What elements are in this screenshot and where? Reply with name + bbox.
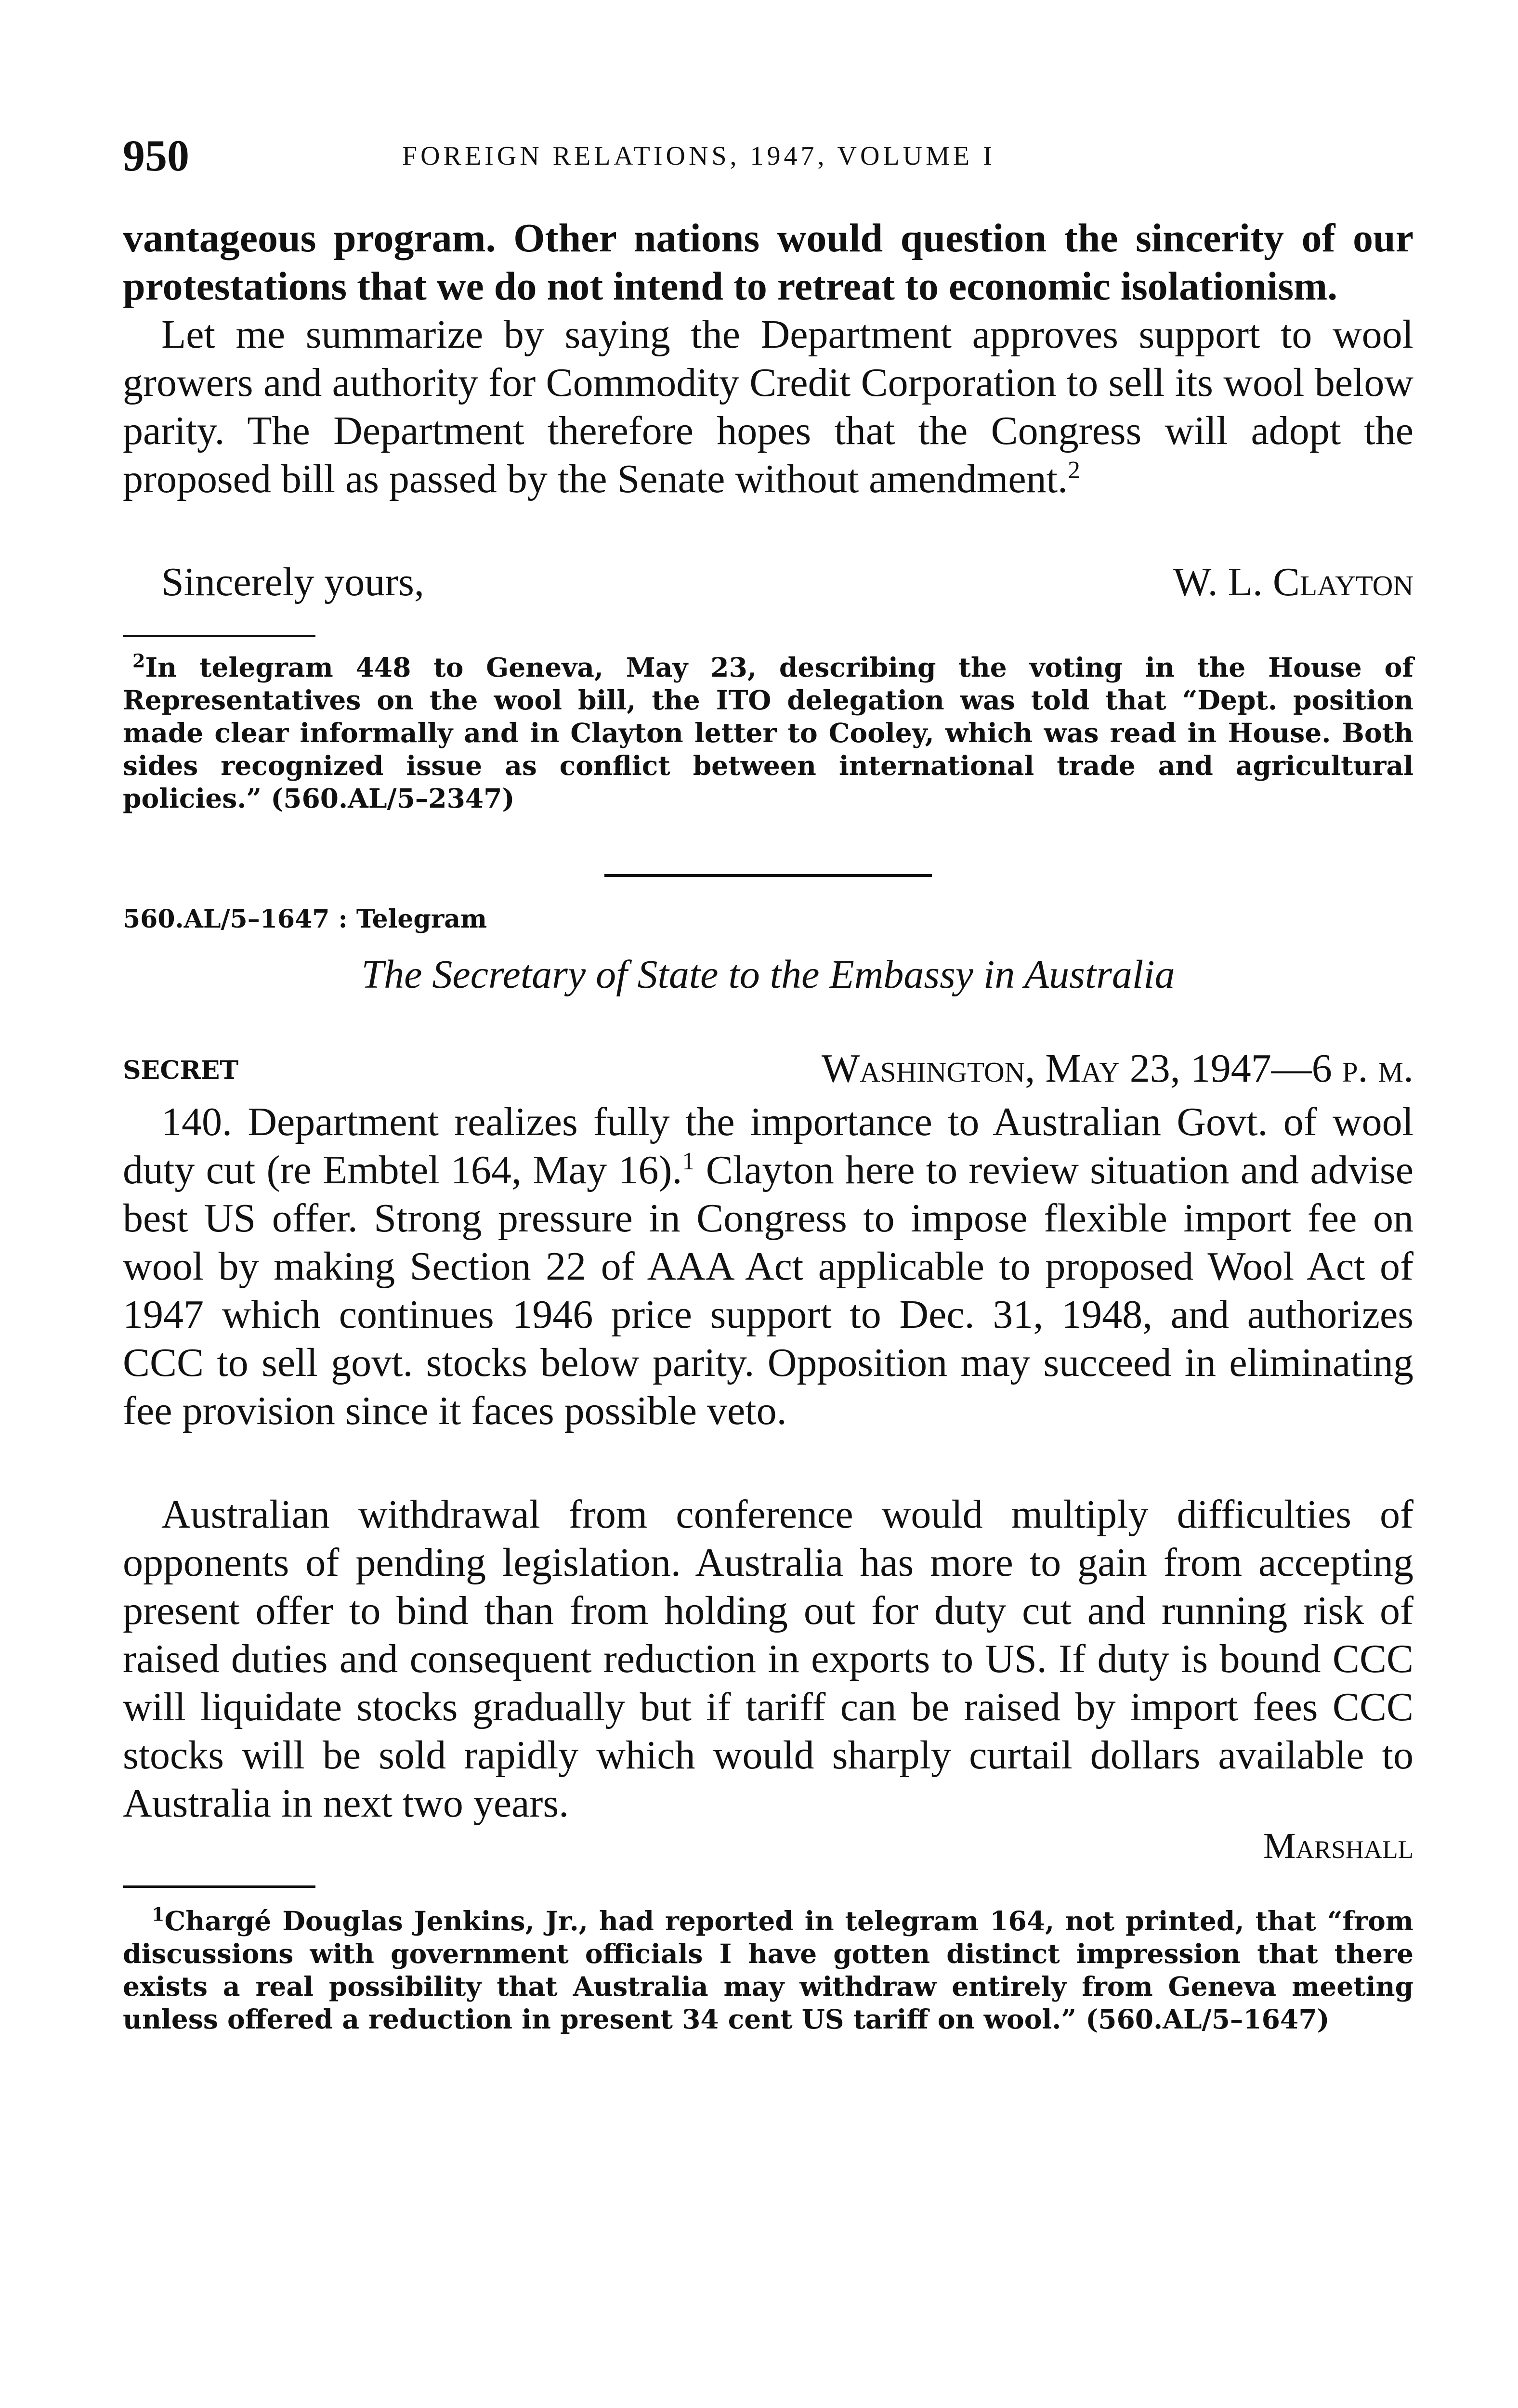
continued-paragraph: vantageous program. Other nations would question the sincerity of our protestations that we do not intend to retreat to economic isolationism. [123,216,1413,309]
page-number: 950 [123,131,189,180]
footnote-2 [123,651,1413,815]
telegram-signature [123,1825,1413,1867]
letter-summary [123,311,1413,503]
running-head [123,130,1413,183]
telegram-title [123,951,1413,998]
telegram-dateline [123,1045,1413,1098]
classification: SECRET [123,1056,239,1085]
telegram-signer: Marshall [1263,1826,1413,1866]
footnote-1-text [123,1905,1413,2036]
dateline: Washington, May 23, 1947—6 p. m. [821,1046,1413,1091]
footnote-ref-1[interactable]: 1 [682,1148,695,1175]
running-title: FOREIGN RELATIONS, 1947, VOLUME I [402,141,995,171]
footnote-rule-2 [123,1885,315,1888]
summary-text: Let me summarize by saying the Department approves support to wool growers and authority for Commodity Credit Corporation to sell its wool below parity. The Department therefore hopes that the Congress will adopt the proposed bill as passed by the Senate without amendment. [123,312,1413,501]
paragraph-2: Australian withdrawal from conference would multiply difficulties of opponents of pending legislation. Australia has more to gain from accepting present offer to bind than from holding out for duty cut and running risk of raised duties and consequent reduction in exports to US. If duty is bound CCC will liquidate stocks gradually but if tariff can be raised by import fees CCC stocks will be sold rapidly which would sharply curtail dollars available to Australia in next two years. [123,1492,1413,1826]
letter-signature: W. L. Clayton [1173,560,1413,604]
document-title: The Secretary of State to the Embassy in Australia [361,952,1175,997]
footnote-rule [123,635,315,637]
telegram-paragraph-2 [123,1491,1413,1828]
telegram-file-number [123,904,1413,934]
letter-closing [123,559,1413,607]
footnote-ref-2[interactable]: 2 [1067,457,1080,484]
telegram-paragraph-1 [123,1098,1413,1435]
footnote-1-body: Chargé Douglas Jenkins, Jr., had reported in telegram 164, not printed, that “from discussions with government officials I have gotten distinct impression that there exists a real possibility that Australia may withdraw entirely from Geneva meeting unless offered a reduction in present 34 cent US tariff on wool.” (560.AL/5–1647) [123,1905,1413,2035]
footnote-1-mark: 1 [152,1903,165,1925]
footnote-2-body: In telegram 448 to Geneva, May 23, describing the voting in the House of Representatives on the wool bill, the ITO delegation was told that “Dept. position made clear informally and in Clayton letter to Cooley, which was read in House. Both sides recognized issue as conflict between international trade and agricultural policies.” (560.AL/5–2347) [123,652,1413,814]
summary-paragraph [123,311,1413,503]
letter-continued [123,214,1413,311]
footnote-2-text [123,651,1413,815]
paragraph-1-start: 140. Department realizes fully the importance to Australian Govt. of wool duty cut (re Embtel 164, May 16). [123,1099,1413,1192]
footnote-2-mark: 2 [132,650,145,672]
paragraph-1 [123,1098,1413,1435]
section-divider [604,874,932,877]
closing-text: Sincerely yours, [161,560,424,604]
footnote-1 [123,1905,1413,2036]
paragraph-1-rest: Clayton here to review situation and advise best US offer. Strong pressure in Congress to impose flexible import fee on wool by making Section 22 of AAA Act applicable to proposed Wool Act of 1947 which continues 1946 price support to Dec. 31, 1948, and authorizes CCC to sell govt. stocks below parity. Opposition may succeed in eliminating fee provision since it faces possible veto. [123,1148,1413,1433]
file-number: 560.AL/5–1647 : Telegram [123,904,487,934]
